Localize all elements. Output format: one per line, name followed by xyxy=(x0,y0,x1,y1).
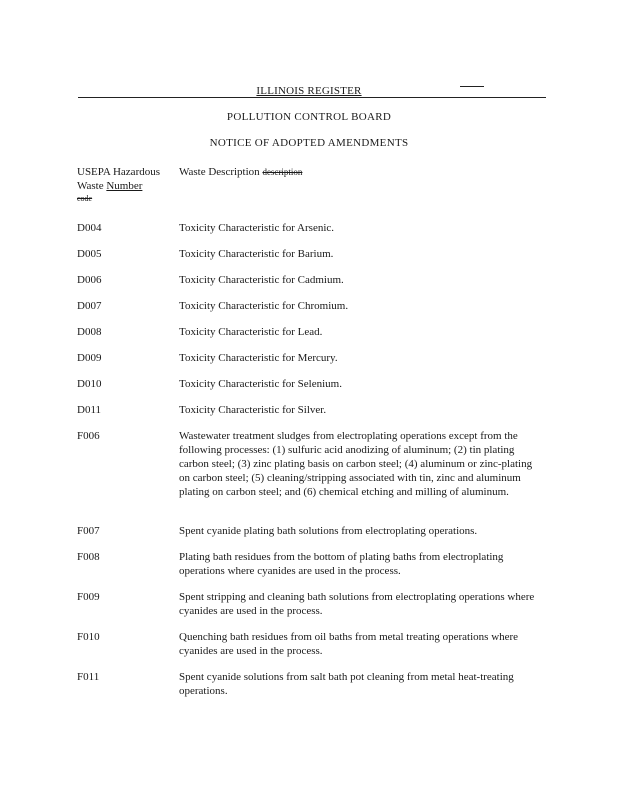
waste-description: Toxicity Characteristic for Silver. xyxy=(179,404,327,416)
waste-description: Spent stripping and cleaning bath solutions from electroplating operations where cyanides are used in the process. xyxy=(179,591,535,617)
waste-description: Toxicity Characteristic for Cadmium. xyxy=(179,274,344,286)
notice-title: NOTICE OF ADOPTED AMENDMENTS xyxy=(209,137,409,149)
waste-code: D011 xyxy=(77,404,102,416)
waste-description: Toxicity Characteristic for Selenium. xyxy=(179,378,342,390)
column-header-code-strike: code xyxy=(77,194,93,203)
waste-description: Toxicity Characteristic for Mercury. xyxy=(179,352,338,364)
waste-code: F008 xyxy=(77,551,100,563)
column-header-code xyxy=(77,165,177,193)
waste-code: D004 xyxy=(77,222,102,234)
column-header-code-prefix: Waste xyxy=(77,180,107,192)
register-title: ILLINOIS REGISTER xyxy=(256,85,362,97)
waste-description: Toxicity Characteristic for Barium. xyxy=(179,248,334,260)
waste-code: D008 xyxy=(77,326,102,338)
column-header-code-underlined: Number xyxy=(106,180,143,192)
header-divider xyxy=(78,97,546,98)
waste-description: Plating bath residues from the bottom of plating baths from electroplating operations where cyanides are used in the process. xyxy=(179,551,504,577)
waste-description: Toxicity Characteristic for Chromium. xyxy=(179,300,349,312)
waste-code: F007 xyxy=(77,525,100,537)
column-header-description-text: Waste Description xyxy=(179,166,263,178)
waste-description: Spent cyanide plating bath solutions from electroplating operations. xyxy=(179,525,478,537)
waste-description: Toxicity Characteristic for Lead. xyxy=(179,326,323,338)
column-header-code-line1: USEPA Hazardous xyxy=(77,166,161,178)
waste-code: F009 xyxy=(77,591,100,603)
waste-code: D005 xyxy=(77,248,102,260)
waste-description: Spent cyanide solutions from salt bath pot cleaning from metal heat-treating operations. xyxy=(179,671,514,697)
waste-code: F006 xyxy=(77,430,100,442)
waste-code: D009 xyxy=(77,352,102,364)
waste-description: Wastewater treatment sludges from electroplating operations except from the following processes: (1) sulfuric acid anodizing of aluminum; (2) tin plating carbon steel; (3) zinc plating basis on carbon steel; (4) aluminum or zinc-plating on carbon steel; (5) cleaning/stripping associated with tin, zinc and aluminum plating on carbon steel; and (6) chemical etching and milling of aluminum. xyxy=(179,430,533,498)
column-header-code-line2 xyxy=(77,179,177,193)
waste-description: Quenching bath residues from oil baths from metal treating operations where cyanides are used in the process. xyxy=(179,631,519,657)
waste-code: F010 xyxy=(77,631,100,643)
waste-code: F011 xyxy=(77,671,100,683)
waste-description: Toxicity Characteristic for Arsenic. xyxy=(179,222,335,234)
board-name: POLLUTION CONTROL BOARD xyxy=(226,111,392,123)
column-header-description-strike: description xyxy=(262,167,303,177)
column-header-description xyxy=(179,165,379,179)
waste-code: D006 xyxy=(77,274,102,286)
waste-code: D010 xyxy=(77,378,102,390)
waste-code: D007 xyxy=(77,300,102,312)
